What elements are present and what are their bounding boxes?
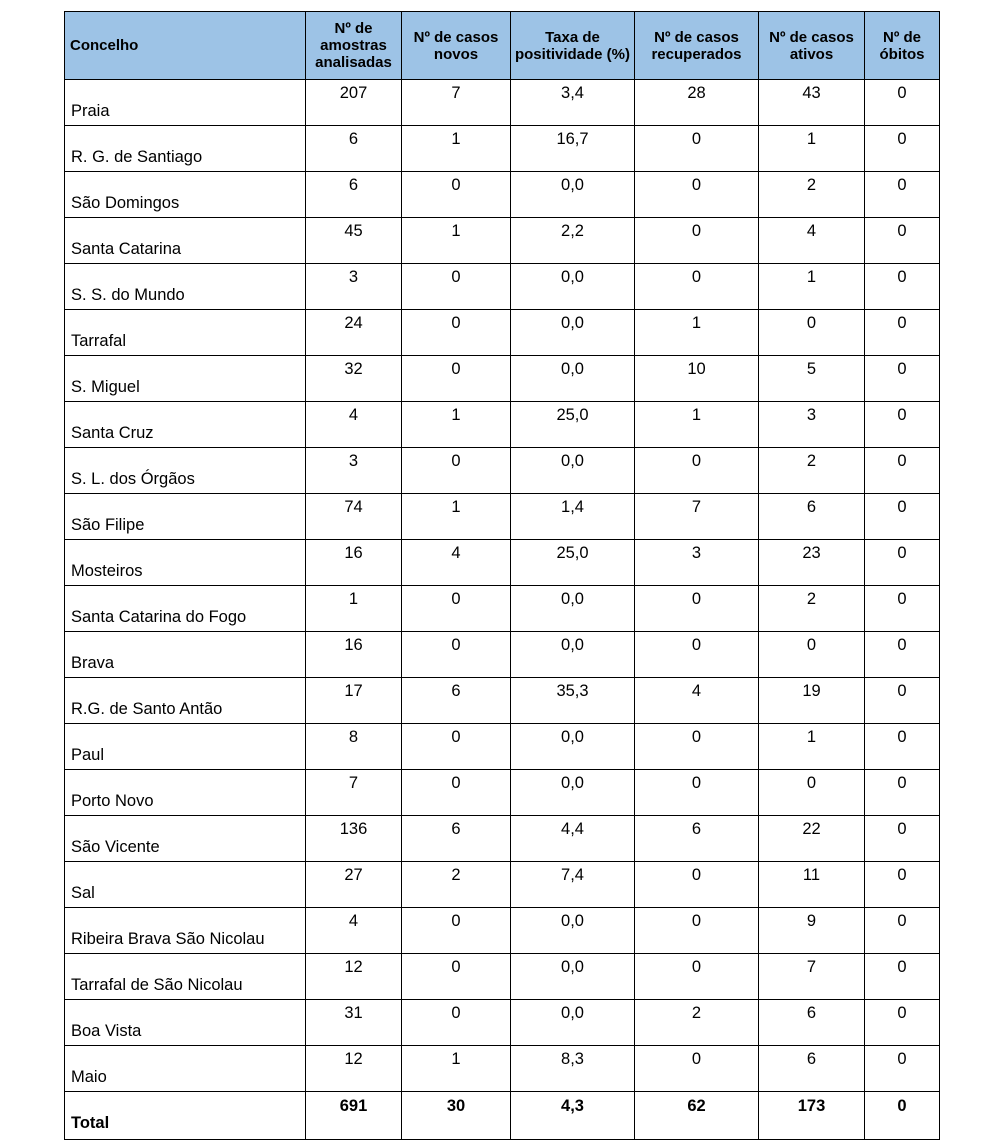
cell-concelho: Maio xyxy=(65,1046,306,1092)
cell-amostras: 17 xyxy=(306,678,402,724)
table-row xyxy=(65,494,940,540)
cell-recuperados: 1 xyxy=(635,310,759,356)
cell-taxa: 0,0 xyxy=(511,1000,635,1046)
cell-taxa: 7,4 xyxy=(511,862,635,908)
cell-taxa: 0,0 xyxy=(511,908,635,954)
cell-recuperados: 0 xyxy=(635,218,759,264)
table-row xyxy=(65,218,940,264)
table-row xyxy=(65,678,940,724)
cell-obitos: 0 xyxy=(865,632,940,678)
cell-amostras: 136 xyxy=(306,816,402,862)
table-row xyxy=(65,402,940,448)
cell-amostras: 8 xyxy=(306,724,402,770)
cell-concelho: Ribeira Brava São Nicolau xyxy=(65,908,306,954)
cell-amostras: 6 xyxy=(306,172,402,218)
cell-ativos: 4 xyxy=(759,218,865,264)
cell-recuperados: 1 xyxy=(635,402,759,448)
cell-recuperados: 0 xyxy=(635,632,759,678)
table-row xyxy=(65,1000,940,1046)
cell-ativos: 2 xyxy=(759,448,865,494)
cell-obitos: 0 xyxy=(865,724,940,770)
table-row xyxy=(65,586,940,632)
cell-obitos: 0 xyxy=(865,80,940,126)
cell-ativos: 0 xyxy=(759,310,865,356)
cell-obitos: 0 xyxy=(865,356,940,402)
cell-amostras: 31 xyxy=(306,1000,402,1046)
cell-obitos: 0 xyxy=(865,540,940,586)
cell-ativos: 6 xyxy=(759,1046,865,1092)
cell-casos-novos: 6 xyxy=(402,816,511,862)
table-row xyxy=(65,126,940,172)
header-recuperados: Nº de casos recuperados xyxy=(635,12,759,80)
total-recuperados: 62 xyxy=(635,1092,759,1140)
cell-casos-novos: 0 xyxy=(402,632,511,678)
cell-obitos: 0 xyxy=(865,1000,940,1046)
cell-concelho: São Domingos xyxy=(65,172,306,218)
cell-ativos: 1 xyxy=(759,724,865,770)
total-amostras: 691 xyxy=(306,1092,402,1140)
table-row xyxy=(65,310,940,356)
cell-ativos: 2 xyxy=(759,586,865,632)
total-row xyxy=(65,1092,940,1140)
cell-obitos: 0 xyxy=(865,770,940,816)
total-taxa: 4,3 xyxy=(511,1092,635,1140)
cell-concelho: S. S. do Mundo xyxy=(65,264,306,310)
cell-ativos: 0 xyxy=(759,770,865,816)
cell-amostras: 16 xyxy=(306,632,402,678)
cell-ativos: 43 xyxy=(759,80,865,126)
cell-ativos: 1 xyxy=(759,126,865,172)
cell-obitos: 0 xyxy=(865,264,940,310)
cell-taxa: 25,0 xyxy=(511,540,635,586)
cell-concelho: Mosteiros xyxy=(65,540,306,586)
cell-casos-novos: 0 xyxy=(402,310,511,356)
cell-casos-novos: 0 xyxy=(402,172,511,218)
cell-recuperados: 28 xyxy=(635,80,759,126)
cell-recuperados: 0 xyxy=(635,448,759,494)
cell-casos-novos: 1 xyxy=(402,126,511,172)
cell-casos-novos: 0 xyxy=(402,264,511,310)
cell-amostras: 207 xyxy=(306,80,402,126)
total-label: Total xyxy=(65,1092,306,1140)
table-row xyxy=(65,862,940,908)
cell-concelho: Boa Vista xyxy=(65,1000,306,1046)
cell-ativos: 22 xyxy=(759,816,865,862)
cell-amostras: 74 xyxy=(306,494,402,540)
cell-concelho: Paul xyxy=(65,724,306,770)
table-row xyxy=(65,770,940,816)
total-ativos: 173 xyxy=(759,1092,865,1140)
cell-recuperados: 0 xyxy=(635,1046,759,1092)
cell-recuperados: 0 xyxy=(635,770,759,816)
cell-ativos: 0 xyxy=(759,632,865,678)
cell-concelho: Praia xyxy=(65,80,306,126)
cell-casos-novos: 0 xyxy=(402,908,511,954)
cell-amostras: 27 xyxy=(306,862,402,908)
cell-obitos: 0 xyxy=(865,1046,940,1092)
cell-obitos: 0 xyxy=(865,908,940,954)
cell-recuperados: 0 xyxy=(635,908,759,954)
cell-casos-novos: 0 xyxy=(402,770,511,816)
cell-taxa: 8,3 xyxy=(511,1046,635,1092)
cell-obitos: 0 xyxy=(865,310,940,356)
cell-amostras: 3 xyxy=(306,448,402,494)
header-ativos: Nº de casos ativos xyxy=(759,12,865,80)
cell-concelho: R. G. de Santiago xyxy=(65,126,306,172)
header-taxa-positividade: Taxa de positividade (%) xyxy=(511,12,635,80)
table-row xyxy=(65,954,940,1000)
cell-concelho: S. L. dos Órgãos xyxy=(65,448,306,494)
total-casos-novos: 30 xyxy=(402,1092,511,1140)
table-row xyxy=(65,540,940,586)
header-amostras: Nº de amostras analisadas xyxy=(306,12,402,80)
cell-concelho: Santa Cruz xyxy=(65,402,306,448)
cell-obitos: 0 xyxy=(865,402,940,448)
cell-concelho: Sal xyxy=(65,862,306,908)
cell-casos-novos: 1 xyxy=(402,218,511,264)
cell-recuperados: 0 xyxy=(635,954,759,1000)
cell-amostras: 7 xyxy=(306,770,402,816)
cell-casos-novos: 0 xyxy=(402,724,511,770)
cell-taxa: 1,4 xyxy=(511,494,635,540)
cell-taxa: 0,0 xyxy=(511,356,635,402)
cell-amostras: 1 xyxy=(306,586,402,632)
header-obitos: Nº de óbitos xyxy=(865,12,940,80)
cell-taxa: 4,4 xyxy=(511,816,635,862)
cell-recuperados: 10 xyxy=(635,356,759,402)
cell-ativos: 1 xyxy=(759,264,865,310)
cell-recuperados: 6 xyxy=(635,816,759,862)
cell-obitos: 0 xyxy=(865,954,940,1000)
cell-ativos: 6 xyxy=(759,494,865,540)
cell-casos-novos: 0 xyxy=(402,954,511,1000)
table-row xyxy=(65,356,940,402)
cell-concelho: Tarrafal xyxy=(65,310,306,356)
cell-obitos: 0 xyxy=(865,586,940,632)
cell-concelho: São Vicente xyxy=(65,816,306,862)
cell-obitos: 0 xyxy=(865,218,940,264)
cell-concelho: Tarrafal de São Nicolau xyxy=(65,954,306,1000)
cell-taxa: 25,0 xyxy=(511,402,635,448)
cell-amostras: 6 xyxy=(306,126,402,172)
cell-casos-novos: 2 xyxy=(402,862,511,908)
cell-recuperados: 0 xyxy=(635,126,759,172)
cell-amostras: 16 xyxy=(306,540,402,586)
cell-amostras: 24 xyxy=(306,310,402,356)
cell-concelho: R.G. de Santo Antão xyxy=(65,678,306,724)
cell-ativos: 9 xyxy=(759,908,865,954)
cell-recuperados: 0 xyxy=(635,172,759,218)
cell-concelho: Santa Catarina do Fogo xyxy=(65,586,306,632)
cell-amostras: 45 xyxy=(306,218,402,264)
cell-concelho: Porto Novo xyxy=(65,770,306,816)
cell-taxa: 0,0 xyxy=(511,310,635,356)
cell-obitos: 0 xyxy=(865,678,940,724)
cell-casos-novos: 1 xyxy=(402,402,511,448)
table-row xyxy=(65,80,940,126)
header-casos-novos: Nº de casos novos xyxy=(402,12,511,80)
header-row xyxy=(65,12,940,80)
cell-concelho: Santa Catarina xyxy=(65,218,306,264)
cell-recuperados: 0 xyxy=(635,264,759,310)
cell-casos-novos: 0 xyxy=(402,448,511,494)
cell-recuperados: 0 xyxy=(635,862,759,908)
cell-casos-novos: 7 xyxy=(402,80,511,126)
table-row xyxy=(65,908,940,954)
cell-obitos: 0 xyxy=(865,816,940,862)
cell-recuperados: 3 xyxy=(635,540,759,586)
cell-amostras: 12 xyxy=(306,1046,402,1092)
cell-obitos: 0 xyxy=(865,494,940,540)
table-row xyxy=(65,172,940,218)
cell-amostras: 4 xyxy=(306,402,402,448)
cell-taxa: 0,0 xyxy=(511,172,635,218)
header-concelho: Concelho xyxy=(65,12,306,80)
cell-taxa: 0,0 xyxy=(511,724,635,770)
covid-concelho-table xyxy=(64,11,940,1140)
table-row xyxy=(65,1046,940,1092)
cell-casos-novos: 1 xyxy=(402,494,511,540)
cell-recuperados: 4 xyxy=(635,678,759,724)
cell-concelho: Brava xyxy=(65,632,306,678)
cell-taxa: 35,3 xyxy=(511,678,635,724)
cell-casos-novos: 4 xyxy=(402,540,511,586)
cell-amostras: 3 xyxy=(306,264,402,310)
table-row xyxy=(65,448,940,494)
cell-recuperados: 7 xyxy=(635,494,759,540)
cell-casos-novos: 1 xyxy=(402,1046,511,1092)
cell-ativos: 19 xyxy=(759,678,865,724)
cell-taxa: 0,0 xyxy=(511,586,635,632)
cell-casos-novos: 0 xyxy=(402,356,511,402)
cell-ativos: 23 xyxy=(759,540,865,586)
cell-obitos: 0 xyxy=(865,448,940,494)
total-obitos: 0 xyxy=(865,1092,940,1140)
cell-recuperados: 0 xyxy=(635,586,759,632)
cell-taxa: 0,0 xyxy=(511,770,635,816)
table-row xyxy=(65,632,940,678)
cell-casos-novos: 6 xyxy=(402,678,511,724)
cell-taxa: 2,2 xyxy=(511,218,635,264)
cell-concelho: São Filipe xyxy=(65,494,306,540)
cell-casos-novos: 0 xyxy=(402,1000,511,1046)
cell-recuperados: 0 xyxy=(635,724,759,770)
cell-ativos: 6 xyxy=(759,1000,865,1046)
table-row xyxy=(65,816,940,862)
cell-taxa: 0,0 xyxy=(511,264,635,310)
cell-ativos: 11 xyxy=(759,862,865,908)
cell-concelho: S. Miguel xyxy=(65,356,306,402)
cell-obitos: 0 xyxy=(865,126,940,172)
cell-recuperados: 2 xyxy=(635,1000,759,1046)
cell-ativos: 3 xyxy=(759,402,865,448)
cell-obitos: 0 xyxy=(865,172,940,218)
cell-taxa: 0,0 xyxy=(511,954,635,1000)
cell-amostras: 12 xyxy=(306,954,402,1000)
cell-taxa: 0,0 xyxy=(511,632,635,678)
cell-ativos: 5 xyxy=(759,356,865,402)
cell-ativos: 7 xyxy=(759,954,865,1000)
cell-taxa: 3,4 xyxy=(511,80,635,126)
cell-ativos: 2 xyxy=(759,172,865,218)
cell-amostras: 4 xyxy=(306,908,402,954)
table-row xyxy=(65,724,940,770)
cell-taxa: 16,7 xyxy=(511,126,635,172)
cell-obitos: 0 xyxy=(865,862,940,908)
cell-casos-novos: 0 xyxy=(402,586,511,632)
table-row xyxy=(65,264,940,310)
cell-amostras: 32 xyxy=(306,356,402,402)
cell-taxa: 0,0 xyxy=(511,448,635,494)
